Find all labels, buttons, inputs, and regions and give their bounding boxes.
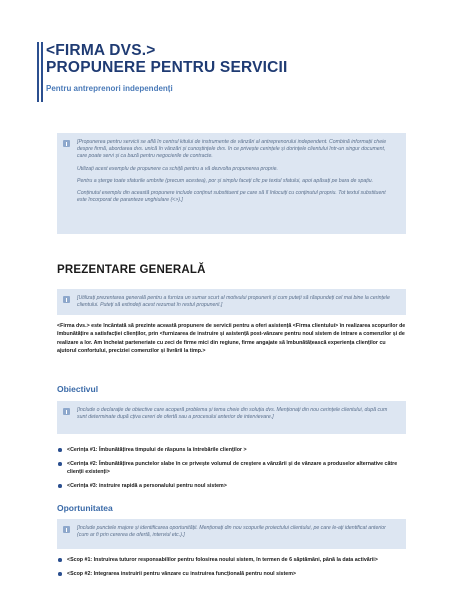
- objective-tip-box[interactable]: [57, 401, 406, 434]
- tip-paragraph: Utilizați acest exemplu de propunere ca schiță pentru a vă dezvolta propunerea proprie.: [77, 165, 278, 172]
- bullet-icon: [58, 462, 62, 466]
- list-item[interactable]: [57, 460, 406, 476]
- list-item-text: <Cerința #1: Îmbunătățirea timpului de răspuns la întrebările clienților >: [67, 447, 247, 453]
- bullet-icon: [58, 484, 62, 488]
- list-item[interactable]: [57, 482, 406, 490]
- tip-paragraph: [Include punctele majore și identificarea oportunității. Menționați din nou scopurile proiectului clientului, pe care le-ați identificat anterior (cum ar fi prin cererea de ofertă, interviul etc.).]: [77, 525, 386, 539]
- section-heading-overview[interactable]: PREZENTARE GENERALĂ: [57, 264, 206, 276]
- bullet-icon: [58, 448, 62, 452]
- tip-paragraph: [Include o declarație de obiective care acoperă problema și tema cheie din soluția dvs. Menționați din nou cerințele clientului, după cum sunt determinate după cțiva cereri de ofertă sau a procesului anterior de intervievare.]: [77, 407, 388, 421]
- bullet-icon: [58, 558, 62, 562]
- list-item-text: <Scop #2: Integrarea instruirii pentru vânzare cu instruirea funcțională pentru noul sistem>: [67, 571, 296, 577]
- tip-paragraph: [Propunerea pentru servicii se află în centrul kitului de instrumente de vânzări al antreprenorului independent. Combină informații cheie despre firmă, abordarea dvs. unică în vânzări și cunoștințele dvs. în ce privește cerințele și dorințele clientului într-un singur document, care poate servi și ca bază pentru negocierile de contracte.: [77, 139, 387, 160]
- info-icon: [63, 140, 70, 147]
- objective-list: [57, 446, 406, 496]
- tip-paragraph: Pentru a șterge toate sfaturile umbrite (precum acestea), por și simplu faceți clic pe textul sfatului, apoi apăsați pe bara de spațiu.: [77, 177, 374, 184]
- list-item[interactable]: [57, 446, 406, 454]
- intro-tip-box[interactable]: [57, 133, 406, 234]
- list-item-text: <Cerința #2: Îmbunătățirea punctelor slabe în ce privește volumul de creștere a vânzării și de vânzare a produselor alternative către clienții existenți>: [67, 461, 398, 475]
- info-icon: [63, 296, 70, 303]
- tip-paragraph: [Utilizați prezentarea generală pentru a furniza un sumar scurt al motivului propunerii și cum puteți să răspundeți cel mai bine la cerințele clientului. Puteți să extindeți acest rezumat în restul propunerii.]: [77, 295, 390, 309]
- tip-paragraph: Conținutul exemplu din această propunere include conținut substituent pe care să îl înlocuiți cu conținutul propriu. Tot textul substituent este încorporat de paranteze unghiulare (<>).]: [77, 190, 386, 204]
- overview-body[interactable]: <Firma dvs.> este încântată să prezinte această propunere de servicii pentru a oferi asistență <Firma clientului> în realizarea scopurilor de îmbunătățire a satisfacției clienților, prin <furnizarea de instruire și asistență post-vânzare pentru noul sistem de intrare a comenzilor și de realizare a lor. Am încheiat parteneriate cu zeci de firme mici din regiune, firme angajate să îmbunătățească experiența clienților cu ajutorul confortului, preciziei comenzilor și livrării la timp.>: [57, 323, 406, 354]
- opportunity-list: [57, 556, 406, 584]
- opportunity-tip-box[interactable]: [57, 519, 406, 549]
- document-title[interactable]: PROPUNERE PENTRU SERVICII: [46, 59, 288, 76]
- list-item-text: <Cerința #3: instruire rapidă a personalului pentru noul sistem>: [67, 483, 227, 489]
- header-accent-bar-inner: [41, 42, 43, 102]
- overview-tip-box[interactable]: [57, 289, 406, 315]
- list-item[interactable]: [57, 570, 406, 578]
- section-heading-opportunity[interactable]: Oportunitatea: [57, 503, 113, 513]
- section-heading-objective[interactable]: Obiectivul: [57, 384, 99, 394]
- list-item[interactable]: [57, 556, 406, 564]
- info-icon: [63, 408, 70, 415]
- bullet-icon: [58, 572, 62, 576]
- info-icon: [63, 526, 70, 533]
- company-name[interactable]: <FIRMA DVS.>: [46, 42, 156, 59]
- header: [46, 42, 416, 93]
- header-accent-bar: [37, 42, 39, 102]
- document-subtitle[interactable]: Pentru antreprenori independenți: [46, 84, 173, 93]
- list-item-text: <Scop #1: Instruirea tuturor responsabililor pentru folosirea noului sistem, în termen de 6 săptămâni, până la data activării>: [67, 557, 378, 563]
